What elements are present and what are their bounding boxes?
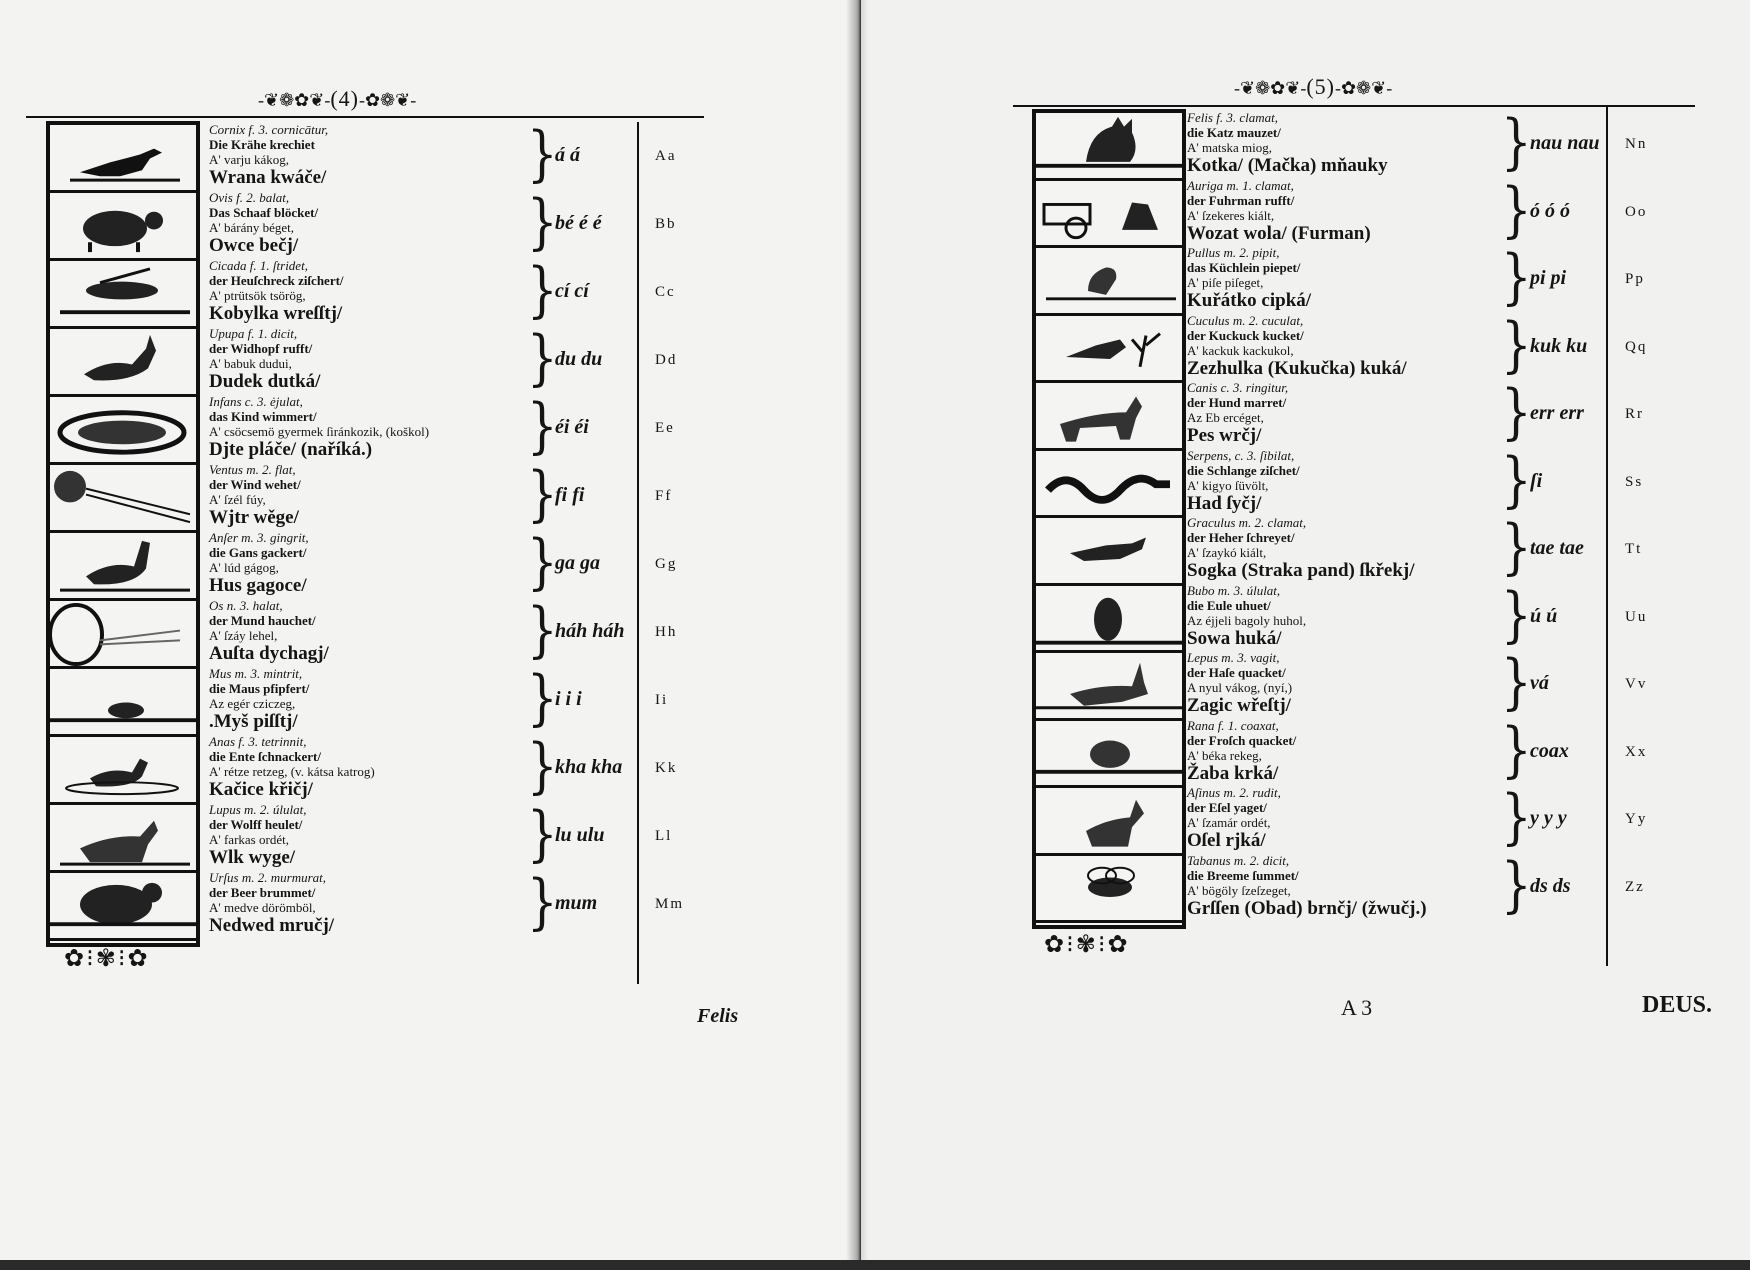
cat-icon (1036, 113, 1182, 178)
latin-text: Urſus m. 2. murmurat, (209, 870, 327, 885)
sound-text: háh háh (555, 620, 625, 642)
infant-icon (50, 397, 196, 462)
latin-text: Cuculus m. 2. cuculat, (1187, 312, 1304, 328)
brace: } (1501, 444, 1532, 515)
sound-text: tae tae (1530, 537, 1584, 559)
brace: } (527, 731, 558, 801)
letter-pair: Uu (1625, 608, 1648, 625)
hungarian-text: A' rétze retzeg, (v. kátsa katrog) (209, 764, 375, 779)
brace: } (1501, 309, 1532, 380)
footer-ornament: ✿⁝✾⁝✿ (1044, 932, 1130, 958)
crow-illustration (50, 125, 196, 193)
latin-text: Serpens, c. 3. ſibilat, (1187, 447, 1295, 463)
hungarian-text: A' piſe piſeget, (1187, 275, 1264, 290)
german-text: der Heher ſchreyet/ (1187, 530, 1295, 545)
hungarian-text: A' ſzél fúy, (209, 492, 266, 507)
header-ornament-right: -✿❁❦- (358, 90, 417, 110)
brace: } (527, 867, 558, 937)
owl-icon (1036, 586, 1182, 651)
column-divider (1606, 106, 1608, 966)
latin-text: Pullus m. 2. pipit, (1187, 245, 1280, 260)
czech-text: Nedwed mručj/ (209, 915, 335, 936)
letter-pair: Aa (655, 148, 677, 164)
latin-text: Cicada f. 1. ſtridet, (209, 258, 308, 273)
vocabulary-entry (209, 598, 329, 665)
sound-text: coax (1530, 739, 1569, 762)
duck-illustration (50, 737, 196, 805)
letter-pair: Zz (1625, 878, 1645, 895)
latin-text: Infans c. 3. ėjulat, (209, 394, 303, 409)
latin-text: Bubo m. 3. úlulat, (1187, 582, 1281, 598)
vocabulary-entry (1187, 448, 1300, 515)
hungarian-text: A' csöcsemö gyermek ſiránkozik, (koškol) (209, 424, 430, 439)
czech-text: Sowa huká/ (1187, 627, 1282, 649)
brace: } (527, 323, 558, 393)
right-page (861, 0, 1750, 1260)
latin-text: Canis c. 3. ringitur, (1187, 380, 1289, 395)
brace: } (1501, 512, 1532, 582)
sound-text: pi pi (1530, 267, 1567, 289)
horsefly-icon (1036, 856, 1182, 921)
brace: } (527, 187, 558, 257)
sound-text: ú ú (1530, 604, 1558, 627)
sound-text: i i i (555, 688, 582, 710)
letter-pair: Mm (655, 896, 685, 912)
bear-illustration (50, 873, 196, 941)
goose-icon (50, 533, 196, 598)
letter-pair: Yy (1625, 811, 1648, 827)
czech-text: Had ſyčj/ (1187, 492, 1262, 514)
german-text: der Eſel yaget/ (1187, 800, 1267, 815)
letter-pair: Ee (655, 420, 675, 436)
jay-illustration (1036, 518, 1182, 586)
infant-illustration (50, 397, 196, 465)
vocabulary-entry (1187, 785, 1281, 852)
latin-text: Lupus m. 2. úlulat, (209, 802, 307, 817)
latin-text: Os n. 3. halat, (209, 598, 283, 613)
hungarian-text: A' ſzaykó kiált, (1187, 545, 1267, 560)
hungarian-text: A' varju kákog, (209, 152, 289, 167)
hungarian-text: A' kackuk kackukol, (1187, 342, 1294, 358)
dog-icon (1036, 383, 1182, 448)
czech-text: Pes wrčj/ (1187, 425, 1262, 446)
german-text: das Kind wimmert/ (209, 409, 317, 424)
latin-text: Rana f. 1. coaxat, (1187, 717, 1279, 733)
czech-text: Wrana kwáče/ (209, 167, 327, 188)
latin-text: Auriga m. 1. clamat, (1187, 177, 1294, 193)
latin-text: Upupa f. 1. dicit, (209, 326, 298, 341)
horsefly-illustration (1036, 856, 1182, 924)
german-text: die Gans gackert/ (209, 545, 307, 560)
dog-illustration (1036, 383, 1182, 451)
hungarian-text: A' matska miog, (1187, 140, 1273, 155)
mouth-illustration (50, 601, 196, 669)
left-page (0, 0, 858, 1260)
hungarian-text: A' farkas ordét, (209, 832, 289, 847)
czech-text: Dudek dutká/ (209, 371, 321, 392)
german-text: Die Krähe krechiet (209, 137, 315, 152)
latin-text: Lepus m. 3. vagit, (1187, 650, 1280, 665)
latin-text: Aſinus m. 2. rudit, (1187, 785, 1281, 800)
sound-text: du du (555, 348, 603, 370)
letter-pair: Vv (1625, 676, 1648, 692)
cart-icon (1036, 181, 1182, 246)
brace: } (1501, 242, 1532, 312)
brace: } (1501, 849, 1532, 920)
sound-text: cí cí (555, 280, 589, 302)
czech-text: Wlk wyge/ (209, 847, 296, 868)
snake-icon (1036, 451, 1182, 516)
vocabulary-entry (1187, 515, 1415, 582)
brace: } (1501, 714, 1532, 785)
sound-text: éi éi (555, 416, 589, 438)
vocabulary-entry (209, 802, 307, 869)
brace: } (527, 595, 558, 665)
czech-text: Sogka (Straka pand) ſkřekj/ (1187, 560, 1415, 581)
hungarian-text: Az egér cziczeg, (209, 696, 296, 711)
czech-text: Wozat wola/ (Furman) (1187, 222, 1371, 244)
page-signature: A 3 (1341, 995, 1373, 1020)
crow-icon (50, 125, 196, 190)
brace: } (1501, 174, 1532, 245)
hungarian-text: A' ſzekeres kiált, (1187, 207, 1275, 223)
jay-icon (1036, 518, 1182, 583)
german-text: der Haſe quacket/ (1187, 665, 1286, 680)
page-number: (4) (330, 86, 359, 111)
brace: } (1501, 647, 1532, 717)
hungarian-text: A' kigyo ſüvölt, (1187, 477, 1269, 493)
latin-text: Ovis f. 2. balat, (209, 190, 290, 205)
catchword: DEUS. (1642, 992, 1713, 1018)
czech-text: Djte pláče/ (naříká.) (209, 439, 373, 460)
frog-icon (1036, 721, 1182, 786)
vocabulary-entry (209, 530, 309, 597)
catchword: Felis (697, 1005, 739, 1027)
letter-pair: Rr (1625, 406, 1644, 422)
vocabulary-entry (1187, 178, 1371, 245)
vocabulary-entry (1187, 718, 1296, 785)
brace: } (1501, 782, 1532, 852)
sound-text: kuk ku (1530, 334, 1588, 357)
hungarian-text: A' babuk dudui, (209, 356, 292, 371)
czech-text: Zezhulka (Kukučka) kuká/ (1187, 357, 1407, 379)
letter-pair: Ss (1625, 473, 1644, 490)
latin-text: Anas f. 3. tetrinnit, (209, 734, 307, 749)
brace: } (527, 459, 558, 529)
hungarian-text: Az éjjeli bagoly huhol, (1187, 612, 1307, 628)
hare-icon (1036, 653, 1182, 718)
czech-text: Hus gagoce/ (209, 575, 307, 596)
latin-text: Mus m. 3. mintrit, (209, 666, 303, 681)
vocabulary-entry (1187, 380, 1288, 447)
cicada-icon (50, 261, 196, 326)
footer-ornament: ✿⁝✾⁝✿ (64, 946, 150, 972)
vocabulary-entry (209, 258, 344, 325)
chick-icon (1036, 248, 1182, 313)
sound-text: lu ulu (555, 824, 605, 846)
german-text: der Wolff heulet/ (209, 817, 303, 832)
sound-text: ó ó ó (1530, 199, 1570, 222)
hungarian-text: Az Eb ercéget, (1187, 410, 1264, 425)
sound-text: err err (1530, 402, 1584, 424)
latin-text: Graculus m. 2. clamat, (1187, 515, 1307, 530)
german-text: der Wind wehet/ (209, 477, 301, 492)
brace: } (1501, 579, 1532, 650)
vocabulary-entry (1187, 853, 1427, 920)
brace: } (527, 391, 558, 461)
latin-text: Anſer m. 3. gingrit, (209, 530, 309, 545)
czech-text: Wjtr wěge/ (209, 507, 299, 528)
illustration-column (1032, 109, 1186, 929)
vocabulary-entry (209, 326, 320, 393)
german-text: das Küchlein piepet/ (1187, 260, 1301, 275)
german-text: der Beer brummet/ (209, 885, 316, 900)
illustration-column (46, 121, 200, 947)
german-text: die Maus pfipfert/ (209, 681, 310, 696)
german-text: der Fuhrman rufft/ (1187, 192, 1295, 208)
letter-pair: Ll (655, 828, 673, 844)
cuckoo-illustration (1036, 316, 1182, 384)
header-rule (26, 116, 704, 118)
brace: } (527, 799, 558, 869)
letter-pair: Pp (1625, 271, 1645, 287)
hungarian-text: A' bögöly ſzeſzeget, (1187, 882, 1291, 898)
owl-illustration (1036, 586, 1182, 654)
sound-text: nau nau (1530, 132, 1600, 154)
vocabulary-entry (209, 666, 309, 733)
letter-pair: Qq (1625, 338, 1648, 355)
wolf-illustration (50, 805, 196, 873)
german-text: die Katz mauzet/ (1187, 125, 1281, 140)
snake-illustration (1036, 451, 1182, 519)
hungarian-text: A nyul vákog, (nyí,) (1187, 680, 1293, 695)
chick-illustration (1036, 248, 1182, 316)
latin-text: Tabanus m. 2. dicit, (1187, 852, 1290, 868)
wolf-icon (50, 805, 196, 870)
sound-text: y y y (1530, 807, 1567, 829)
sound-text: mum (555, 892, 598, 914)
german-text: Das Schaaf blöcket/ (209, 205, 319, 220)
header-ornament-right: -✿❁❦- (1334, 78, 1393, 98)
sound-text: á á (555, 144, 580, 166)
german-text: die Breeme ſummet/ (1187, 867, 1299, 883)
bear-icon (50, 873, 196, 938)
vocabulary-entry (209, 394, 429, 461)
czech-text: Kotka/ (Mačka) mňauky (1187, 155, 1388, 176)
brace: } (527, 119, 558, 189)
wind-icon (50, 465, 196, 530)
hungarian-text: A' bárány béget, (209, 220, 295, 235)
hungarian-text: A' ptrütsök tsörög, (209, 288, 306, 303)
latin-text: Cornix f. 3. cornicātur, (209, 122, 329, 137)
german-text: der Heuſchreck ziſchert/ (209, 273, 344, 288)
frog-illustration (1036, 721, 1182, 789)
letter-pair: Bb (655, 216, 677, 232)
donkey-illustration (1036, 788, 1182, 856)
czech-text: Kuřátko cipká/ (1187, 290, 1312, 311)
letter-pair: Kk (655, 760, 678, 776)
german-text: der Froſch quacket/ (1187, 732, 1297, 748)
hungarian-text: A' ſzamár ordét, (1187, 815, 1271, 830)
brace: } (1501, 377, 1532, 447)
hungarian-text: A' béka rekeg, (1187, 747, 1262, 763)
vocabulary-entry (1187, 313, 1407, 380)
sound-text: bé é é (555, 212, 602, 234)
czech-text: Grſſen (Obad) brnčj/ (žwučj.) (1187, 897, 1427, 919)
column-divider (637, 122, 639, 984)
sound-text: ds ds (1530, 874, 1571, 897)
czech-text: Auſta dychagj/ (209, 643, 329, 664)
hoopoe-icon (50, 329, 196, 394)
letter-pair: Gg (655, 556, 678, 572)
page-header (1234, 74, 1392, 100)
czech-text: Zagic wřeſtj/ (1187, 695, 1291, 716)
wind-illustration (50, 465, 196, 533)
german-text: der Widhopf rufft/ (209, 341, 313, 356)
goose-illustration (50, 533, 196, 601)
header-rule (1013, 105, 1695, 107)
sheep-illustration (50, 193, 196, 261)
letter-pair: Cc (655, 284, 676, 300)
vocabulary-entry (209, 734, 375, 801)
hoopoe-illustration (50, 329, 196, 397)
czech-text: Owce bečj/ (209, 235, 299, 256)
header-ornament-left: -❦❁✿❦- (1234, 78, 1307, 98)
vocabulary-entry (209, 462, 301, 529)
german-text: die Schlange ziſchet/ (1187, 462, 1300, 478)
hungarian-text: A' ſzáy lehel, (209, 628, 278, 643)
latin-text: Ventus m. 2. flat, (209, 462, 296, 477)
vocabulary-entry (209, 190, 318, 257)
german-text: der Mund hauchet/ (209, 613, 316, 628)
czech-text: Žaba krká/ (1187, 762, 1279, 784)
hare-illustration (1036, 653, 1182, 721)
vocabulary-entry (1187, 110, 1388, 177)
brace: } (527, 663, 558, 733)
cicada-illustration (50, 261, 196, 329)
sound-text: kha kha (555, 756, 623, 778)
sound-text: ga ga (555, 552, 600, 574)
german-text: der Hund marret/ (1187, 395, 1287, 410)
duck-icon (50, 737, 196, 802)
letter-pair: Ii (655, 692, 669, 708)
brace: } (1501, 107, 1532, 177)
page-header (258, 86, 416, 112)
vocabulary-entry (1187, 245, 1311, 312)
czech-text: Oſel rjká/ (1187, 830, 1266, 851)
czech-text: .Myš piſſtj/ (209, 711, 298, 732)
sound-text: ſi (1530, 469, 1543, 492)
bottom-edge (0, 1260, 1750, 1270)
mouth-icon (50, 601, 196, 666)
letter-pair: Hh (655, 624, 678, 640)
vocabulary-entry (1187, 650, 1292, 717)
letter-pair: Ff (655, 488, 673, 504)
hungarian-text: A' medve dörömböl, (209, 900, 316, 915)
czech-text: Kobylka wreſſtj/ (209, 303, 343, 324)
czech-text: Kačice křičj/ (209, 779, 313, 800)
brace: } (527, 255, 558, 325)
hungarian-text: A' lúd gágog, (209, 560, 279, 575)
sound-text: vá (1530, 672, 1549, 694)
page-number: (5) (1306, 74, 1335, 99)
mouse-icon (50, 669, 196, 734)
letter-pair: Xx (1625, 743, 1648, 760)
brace: } (527, 527, 558, 597)
book-spine (846, 0, 868, 1260)
letter-pair: Nn (1625, 136, 1648, 152)
german-text: die Eule uhuet/ (1187, 597, 1271, 613)
german-text: der Kuckuck kucket/ (1187, 327, 1304, 343)
letter-pair: Oo (1625, 203, 1648, 220)
vocabulary-entry (209, 870, 334, 937)
latin-text: Felis f. 3. clamat, (1187, 110, 1278, 125)
cat-illustration (1036, 113, 1182, 181)
letter-pair: Tt (1625, 541, 1643, 557)
cuckoo-icon (1036, 316, 1182, 381)
mouse-illustration (50, 669, 196, 737)
vocabulary-entry (209, 122, 328, 189)
sound-text: fi fi (555, 484, 585, 506)
vocabulary-entry (1187, 583, 1306, 650)
letter-pair: Dd (655, 352, 678, 368)
header-ornament-left: -❦❁✿❦- (258, 90, 331, 110)
cart-illustration (1036, 181, 1182, 249)
sheep-icon (50, 193, 196, 258)
german-text: die Ente ſchnackert/ (209, 749, 321, 764)
donkey-icon (1036, 788, 1182, 853)
